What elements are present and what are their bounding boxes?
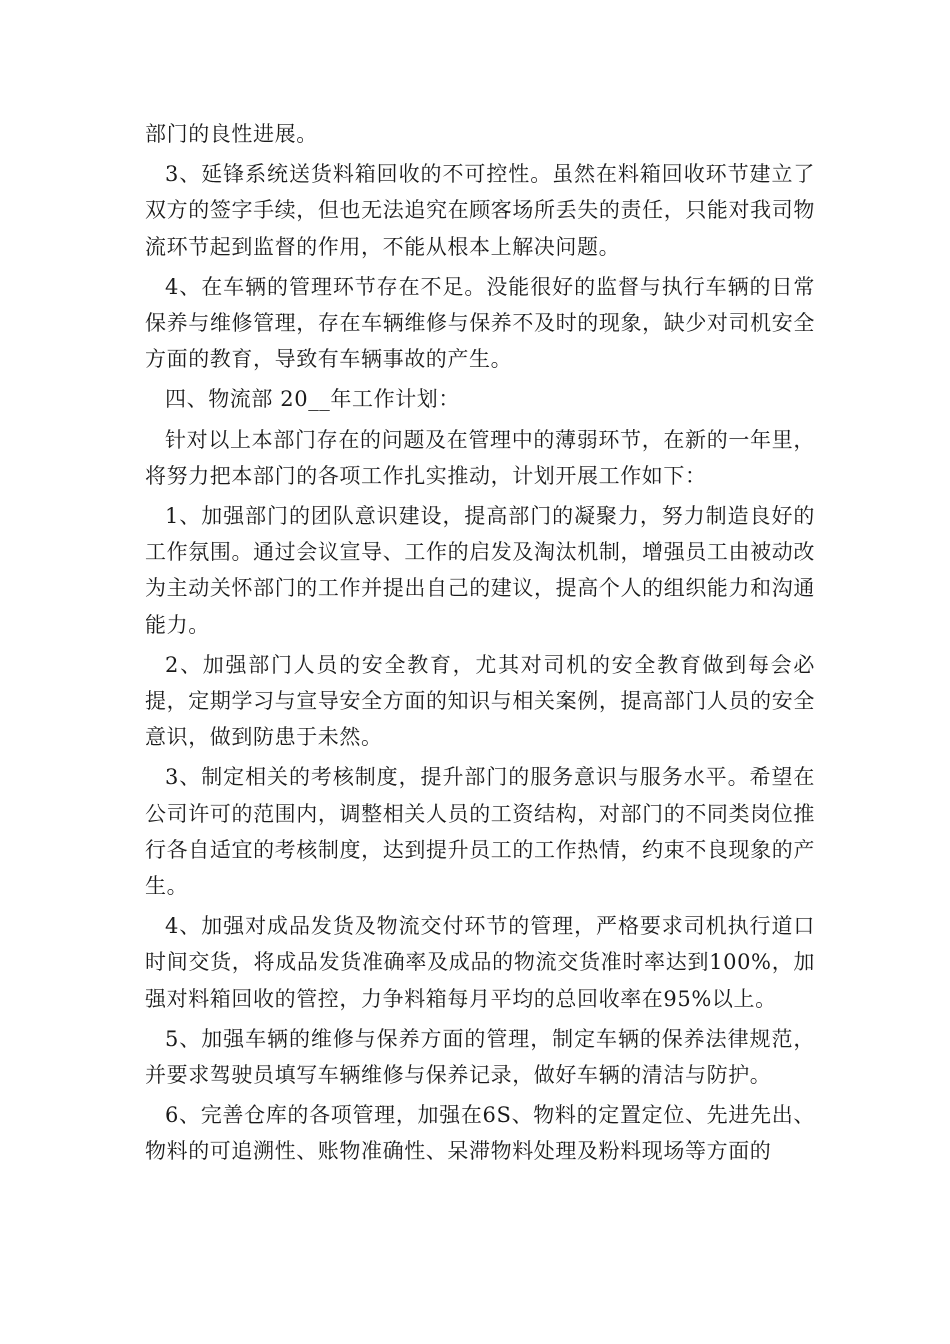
paragraph-plan-2: 2、加强部门人员的安全教育，尤其对司机的安全教育做到每会必提，定期学习与宣导安全方面的知识与相关案例，提高部门人员的安全意识，做到防患于未然。 <box>145 652 815 750</box>
paragraph-plan-intro: 针对以上本部门存在的问题及在管理中的薄弱环节，在新的一年里，将努力把本部门的各项工作扎实推动，计划开展工作如下： <box>145 427 815 488</box>
paragraph-plan-3: 3、制定相关的考核制度，提升部门的服务意识与服务水平。希望在公司许可的范围内，调整相关人员的工资结构，对部门的不同类岗位推行各自适宜的考核制度，达到提升员工的工作热情，约束不良现象的产生。 <box>145 765 815 899</box>
paragraph-plan-6: 6、完善仓库的各项管理，加强在6S、物料的定置定位、先进先出、物料的可追溯性、账物准确性、呆滞物料处理及粉料现场等方面的 <box>145 1103 815 1164</box>
paragraph-issue-3: 3、延锋系统送货料箱回收的不可控性。虽然在料箱回收环节建立了双方的签字手续，但也无法追究在顾客场所丢失的责任，只能对我司物流环节起到监督的作用，不能从根本上解决问题。 <box>145 162 815 259</box>
paragraph-issue-4: 4、在车辆的管理环节存在不足。没能很好的监督与执行车辆的日常保养与维修管理，存在车辆维修与保养不及时的现象，缺少对司机安全方面的教育，导致有车辆事故的产生。 <box>145 274 815 372</box>
document-body <box>145 116 815 1170</box>
section-heading-work-plan: 四、物流部 20__年工作计划： <box>165 387 460 412</box>
paragraph-plan-5: 5、加强车辆的维修与保养方面的管理，制定车辆的保养法律规范，并要求驾驶员填写车辆维修与保养记录，做好车辆的清洁与防护。 <box>145 1026 815 1088</box>
paragraph-plan-1: 1、加强部门的团队意识建设，提高部门的凝聚力，努力制造良好的工作氛围。通过会议宣导、工作的启发及淘汰机制，增强员工由被动改为主动关怀部门的工作并提出自己的建议，提高个人的组织能力和沟通能力。 <box>145 504 815 637</box>
paragraph-plan-4: 4、加强对成品发货及物流交付环节的管理，严格要求司机执行道口时间交货，将成品发货准确率及成品的物流交货准时率达到100%，加强对料箱回收的管控，力争料箱每月平均的总回收率在95%以上。 <box>145 914 815 1011</box>
paragraph-continuation: 部门的良性进展。 <box>145 122 318 146</box>
